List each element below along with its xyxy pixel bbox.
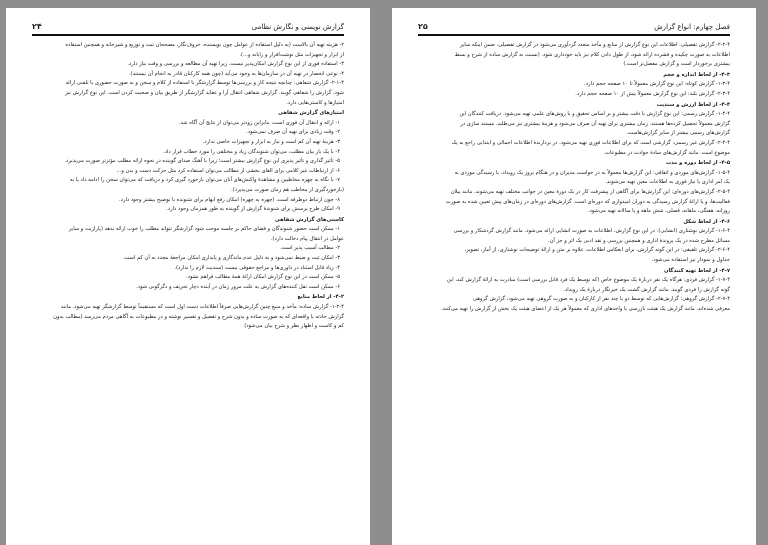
header-title: فصل چهارم: انواع گزارش [654,23,730,31]
text-line: از ابزار و تجهیزات مثل نوشت‌افزار و رایانه و...). [239,51,344,58]
section-heading: ۴-۲- از لحاظ منابع [297,294,344,301]
section-heading: ۴-۳- از لحاظ اندازه و حجم [663,71,730,78]
text-line: ۹- امکان طرح پرسش برای شنوندهٔ گزارش از گوینده به طور همزمان وجود دارد. [166,206,340,213]
text-line: ۱-۷-۴- گزارش فردی: هرگاه یک نفر دربارهٔ یک موضوع خاص (که توسط یک فرد قابل بررسی است) مبادرت به ارائهٔ گزارش کند، این [446,277,730,284]
text-line: ۲-۴-۴- گزارش غیر رسمی: گزارشی است که برای اطلاعات فوری تهیه می‌شود. در بردارندهٔ اطلاعات اجمالی و ابتدایی راجع به یک [451,139,730,146]
section-heading: ۴-۷- از لحاظ تهیه کنندگان [664,267,730,274]
text-line: ۶- ممکن است نقل کننده‌های گزارش به علت مرور زمان در آینده دچار تحریف و دگرگونی شود. [136,283,340,290]
text-line: ۱-۶-۴- گزارش نوشتاری (انشایی): در این نوع گزارش، اطلاعات به صورت انشایی ارائه می‌شود. مانند گزارش گردشکار و بررسی [453,228,730,235]
text-line: کم و کاست و اظهار نظر و شرح بیان می‌شود) [244,323,344,330]
text-line: ۵- تأثیر گذاری و تأثیر پذیری این نوع گزارش بیشتر است؛ زیرا با آهنگ صدای گوینده در نحوه ارائه مطلب مؤثرتر صورت می‌پذیرد. [64,158,340,165]
text-line: معرفی شده‌اند. مانند گزارش یک هیئت بازرسی یا واحدهای اداری که معمولاً هر یک از اعضای هیئت یک بخش از گزارش را تهیه می‌کنند. [440,306,730,313]
page-number: ۲۵ [418,22,428,31]
text-line: ۳- استفاده فوری از این نوع گزارش امکان‌پذیر نیست، زیرا تهیه آن مطالعه و بررسی و وقت نیاز دارد. [127,61,344,68]
text-line: ۱- ممکن است حضور شنوندگان و فضای حاکم بر جلسه موجب شود گزارشگر نتواند مطلب را خوب ارائه بدهد (پارازیت و سایر [68,226,340,233]
left-page [6,8,370,545]
page-header [418,22,730,36]
text-line: ۴- زیاد قابل استناد در داوری‌ها و مراجع حقوقی نیست (سندیت لازم را ندارد). [174,264,340,271]
header-title: گزارش نویسی و نگارش نظامی [251,23,344,31]
text-line: امتیازها و کاستی‌هایی دارد. [286,99,344,106]
text-line: ۸- چون ارتباط دوطرفه است، (چهره به چهره) امکان رفع ابهام برای شنونده با توضیح بیشتر وجود دارد. [118,196,340,203]
text-line: ۷- با نگاه به چهره مخاطبین و مشاهدهٔ واکنش‌های آنان می‌توان بازخورد گیری کرد و دریافت که می‌توان سخن را ادامه داد یا نه [69,177,340,184]
text-line: مسائل مطرح شده در یک پروندهٔ اداری و همچنین بررسی و نقد ادبی یک اثر و جز آن. [547,237,730,244]
text-line: ۲-۶-۴- گزارش تلفیقی: در این گونه گزارش، برای انعکاس اطلاعات، علاوه بر متن و ارائهٔ توضیحات نوشتاری، از آمار، تصویر، [464,247,730,254]
text-line: ۱- ارائه و انتقال آن فوری است، بنابراین زودتر می‌توان از نتایج آن آگاه شد. [178,119,340,126]
text-line: ۲-۵-۴- گزارش‌های دوره‌ای: این گزارش‌ها برای آگاهی از پیشرفت کار در یک دورهٔ معین در جوانب مختلف تهیه می‌شوند. مانند بیلان [450,188,730,195]
text-line: موضوع است. مانند گزارش‌های ساده‌ٔ حوادث در مطبوعات. [603,149,730,156]
text-line: ۱-۳-۴- گزارش کوتاه: این نوع گزارش معمولاً تا ۱۰ صفحه حجم دارد. [584,81,730,88]
text-line: گزارش‌های رسمی بیشتر از سایر گزارش‌هاست. [626,130,730,137]
text-line: یک امر اداری یا نیاز فوری به اطلاعات معین تهیه می‌شوند. [605,179,730,186]
text-line: ۲-۷-۴- گزارش گروهی: گزارش‌هایی که توسط دو یا چند نفر از کارکنان و به صورت گروهی تهیه می‌شود، گزارش گروهی [473,296,730,303]
text-line: فعالیت‌ها، و یا ارائهٔ گزارش رسیدگی به دوران امیدواری که دوره‌ای است. گزارش‌های دوره‌ای در زمان‌های پیش تعیین شده به صورت [445,198,730,205]
text-line: جداول و نمودار نیز استفاده می‌شود. [651,257,730,264]
section-heading: امتیازهای گزارش شفاهی [278,110,344,117]
page-number: ۲۴ [32,22,42,31]
text-line: ۲- هزینه تهیه آن بالاست (به دلیل استفاده از عوامل چون نویسنده، حروف‌نگار، مصححان ثبت و توزیع و شیرخانه و همچنین استفاده [65,42,344,48]
right-page [392,8,756,545]
text-line: ۱-۵-۴- گزارش‌های موردی و اتفاقی: این گزارش‌ها معمولاً به در خواست مدیران و در هنگام بروز یک رویداد، یا رسیدگی موردی به [454,169,730,176]
text-line: (بازخوردگیری از مخاطب هم زمان صورت می‌پذیرد). [231,186,344,193]
text-line: ۲-۳-۴- گزارش بلند: این نوع گزارش معمولاً بیش از ۱۰ صفحه حجم دارد. [575,90,730,97]
text-line: شود، گزارش را شفاهی گویند. گزارش شفاهی انتقال آرا و عقاید گزارشگر از طریق بیان و صحبت کردن است. این نوع گزارش نیز [65,89,344,96]
text-line: ۵- ممکن است در این نوع گزارش امکان ارائهٔ همهٔ مطالب فراهم نشود. [186,274,340,281]
text-line: ۲-۱-۴- گزارش شفاهی: چنانچه نتیجه کار و بررسی‌ها توسط گزارشگر با استفاده از کلام و سخن و به صورت حضوری یا تلفنی ارائه [65,80,344,87]
text-line: بیشتری برخوردار است و گزارش مفصل‌تر است.) [623,61,730,68]
text-line: ۱-۴-۴- گزارش رسمی: این نوع گزارش با دقت بیشتر و بر اساس تحقیق و با روش‌های علمی تهیه می‌شود. دریافت کنندگان این [459,111,730,118]
text-line: ۴- با یک بار بیان مطلب، می‌توان شنوندگان زیاد و مختلفی را مورد خطاب قرار داد. [163,148,340,155]
page-body [32,41,344,332]
page-header [32,22,344,36]
text-line: روزانه، هفتگی، ماهانه، فصلی، شش ماهه و یا سالانه تهیه می‌شود. [587,208,730,215]
text-line: گونه گزارش را فردی گویند. مانند گزارش گشت یک خبرنگار دربارهٔ یک رویداد. [563,286,730,293]
page-body [418,41,730,315]
text-line: اطلاعات به صورت چکیده و فشرده ارائه شود، از طول دادن کلام نیز باید خودداری شود. (نسبت به گزارش ساده از شرح و بسط [454,51,730,58]
text-line: ۱-۲-۴- گزارش ساده: مأخذ و منبع چنین گزارش‌هایی صرفاً اطلاعات دست اول است که مستقیماً توسط گزارشگر تهیه می‌شود. مانند [60,304,344,311]
text-line: گزارش حادثه یا واقعه‌ای که به صورت ساده و بدون شرح و تفصیل و تفسیر نوشته و در مطبوعات به آگاهی مردم می‌رسد (مطالب بدون [53,313,344,320]
text-line: عوامل در انتقال پیام دخالت دارد). [270,235,344,242]
text-line: ۶- از ارتباطات غیر کلامی برای القای بخشی از مطالب می‌توان استفاده کرد مثل حرکت دست و بدن و... [116,167,340,174]
text-line: ۳- هزینهٔ تهیه آن کم است و نیاز به ابزار و تجهیزات خاصی ندارد. [202,138,340,145]
text-line: ۳- امکان ثبت و ضبط نمی‌شود و به دلیل عدم ماندگاری و پایداری امکان مراجعهٔ مجدد به آن کم است. [122,255,340,262]
section-heading: ۴-۴- از لحاظ ارزش و سندیت [656,101,730,108]
text-line: گزارش معمولاً تحصیل کرده‌ها هستند. زمان بیشتری برای تهیه آن صرف می‌شود و هزینهٔ بیشتری نیز می‌طلبد. مستند سازی در [460,120,730,127]
section-heading: کاستی‌های گزارش شفاهی [274,216,344,223]
text-line: ۴- نوعی انحصار در تهیه آن در سازمان‌ها به وجود می‌آید (چون همه کارکنان قادر به انجام آن نیستند). [128,70,344,77]
section-heading: ۴-۶- از لحاظ شکل [683,218,730,225]
section-heading: ۴-۵- از لحاظ دوره و مدت [665,160,730,167]
text-line: ۲- وقت زیادی برای تهیه آن صرف نمی‌شود. [246,129,340,136]
text-line: ۲- مطالب آسیب پذیر است. [279,245,340,252]
text-line: ۲-۲-۴- گزارش تفصیلی: اطلاعات این نوع گزارش از منابع و مآخذ متعدد گردآوری می‌شود در گزارش تفصیلی، ضمن اینکه سایر [459,42,730,48]
